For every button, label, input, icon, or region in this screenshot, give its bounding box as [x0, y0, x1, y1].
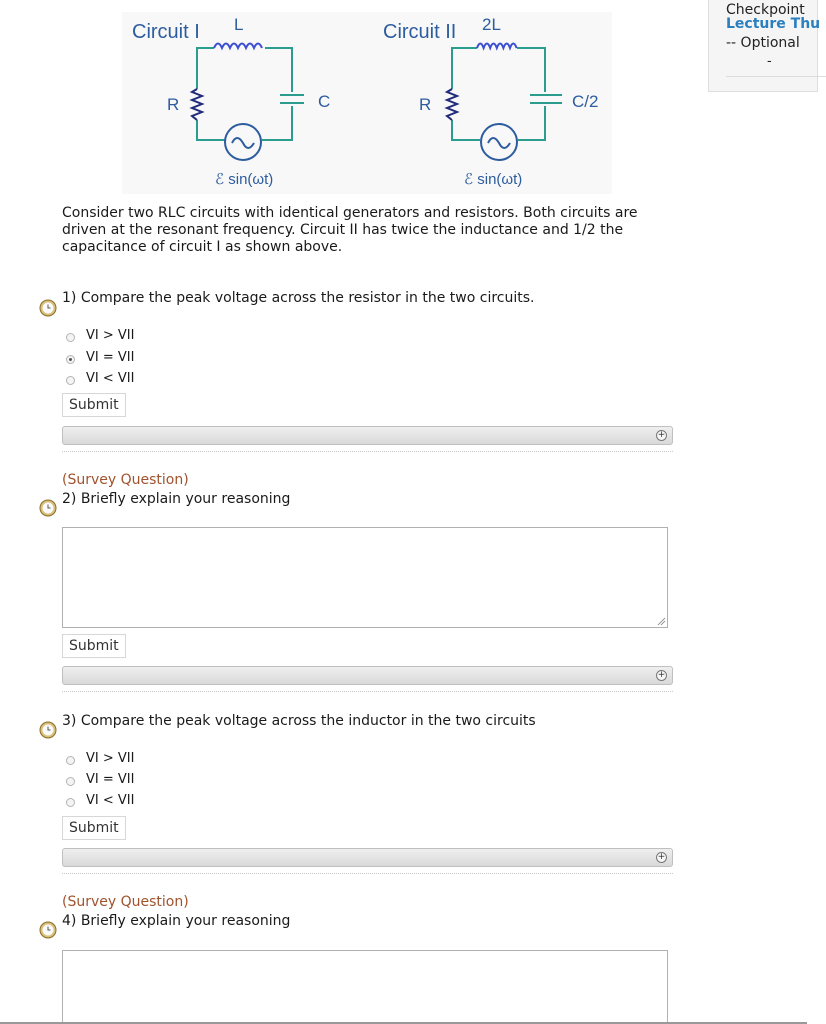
q1-submit-button[interactable]: Submit	[62, 393, 126, 417]
inductor-symbol	[214, 44, 262, 49]
sidebar-title: Checkpoint	[726, 2, 805, 18]
circuit2-title: Circuit II	[383, 21, 457, 43]
q1-option-2-radio[interactable]	[66, 355, 75, 364]
question-1-text: 1) Compare the peak voltage across the resistor in the two circuits.	[62, 290, 535, 306]
circuit1-source-label: ℰ sin(ωt)	[215, 171, 274, 188]
resize-grip-icon[interactable]	[657, 617, 665, 625]
clock-icon	[38, 919, 58, 939]
checkpoint-sidebar	[708, 0, 821, 92]
problem-intro: Consider two RLC circuits with identical generators and resistors. Both circuits are driven at the resonant frequency. Circuit II has twice the inductance and 1/2 the capacitance of circuit I as shown above.	[62, 205, 638, 255]
q2-answer-textarea[interactable]	[62, 527, 668, 628]
divider	[62, 451, 673, 452]
q3-submit-button[interactable]: Submit	[62, 816, 126, 840]
circuit1-title: Circuit I	[132, 21, 200, 43]
clock-icon	[38, 497, 58, 517]
q3-option-2-label: VI = VII	[86, 772, 135, 787]
expand-plus-icon[interactable]: +	[657, 430, 666, 440]
q3-option-3-radio[interactable]	[66, 798, 75, 807]
q4-survey-label: (Survey Question)	[62, 894, 189, 910]
circuit1-capacitor-label: C	[318, 92, 331, 111]
q4-answer-textarea[interactable]	[62, 950, 668, 1022]
q3-option-3-label: VI < VII	[86, 793, 135, 808]
sidebar-lecture-link[interactable]: Lecture Thu	[726, 16, 821, 32]
sidebar-dash: -	[767, 54, 772, 69]
q1-option-3-label: VI < VII	[86, 371, 135, 386]
question-4-text: 4) Briefly explain your reasoning	[62, 913, 291, 929]
q3-option-1-label: VI > VII	[86, 751, 135, 766]
clock-icon	[38, 297, 58, 317]
q1-option-1-label: VI > VII	[86, 328, 135, 343]
circuit1-resistor-label: R	[167, 95, 180, 114]
clock-icon	[38, 719, 58, 739]
circuit-diagram	[122, 12, 612, 194]
q1-feedback-bar[interactable]	[62, 426, 673, 445]
q3-feedback-bar[interactable]	[62, 848, 673, 867]
question-3-text: 3) Compare the peak voltage across the inductor in the two circuits	[62, 713, 536, 729]
q1-option-3-radio[interactable]	[66, 376, 75, 385]
q2-submit-button[interactable]: Submit	[62, 634, 126, 658]
circuit-1	[192, 44, 304, 161]
circuit-2	[447, 44, 562, 161]
divider	[62, 691, 673, 692]
divider	[62, 873, 673, 874]
circuit2-capacitor-label: C/2	[572, 92, 599, 111]
expand-plus-icon[interactable]: +	[657, 852, 666, 862]
circuit2-resistor-label: R	[419, 95, 432, 114]
expand-plus-icon[interactable]: +	[657, 670, 666, 680]
circuit2-source-label: ℰ sin(ωt)	[464, 171, 523, 188]
q2-feedback-bar[interactable]	[62, 666, 673, 685]
q3-option-2-radio[interactable]	[66, 777, 75, 786]
sidebar-optional-label: -- Optional	[726, 35, 800, 51]
resistor-symbol	[192, 89, 202, 120]
sidebar-divider	[726, 76, 826, 77]
circuit1-inductor-label: L	[234, 15, 244, 34]
question-2-text: 2) Briefly explain your reasoning	[62, 491, 291, 507]
q2-survey-label: (Survey Question)	[62, 472, 189, 488]
q1-option-2-label: VI = VII	[86, 350, 135, 365]
q1-option-1-radio[interactable]	[66, 333, 75, 342]
q3-option-1-radio[interactable]	[66, 756, 75, 765]
circuit2-inductor-label: 2L	[482, 15, 501, 34]
